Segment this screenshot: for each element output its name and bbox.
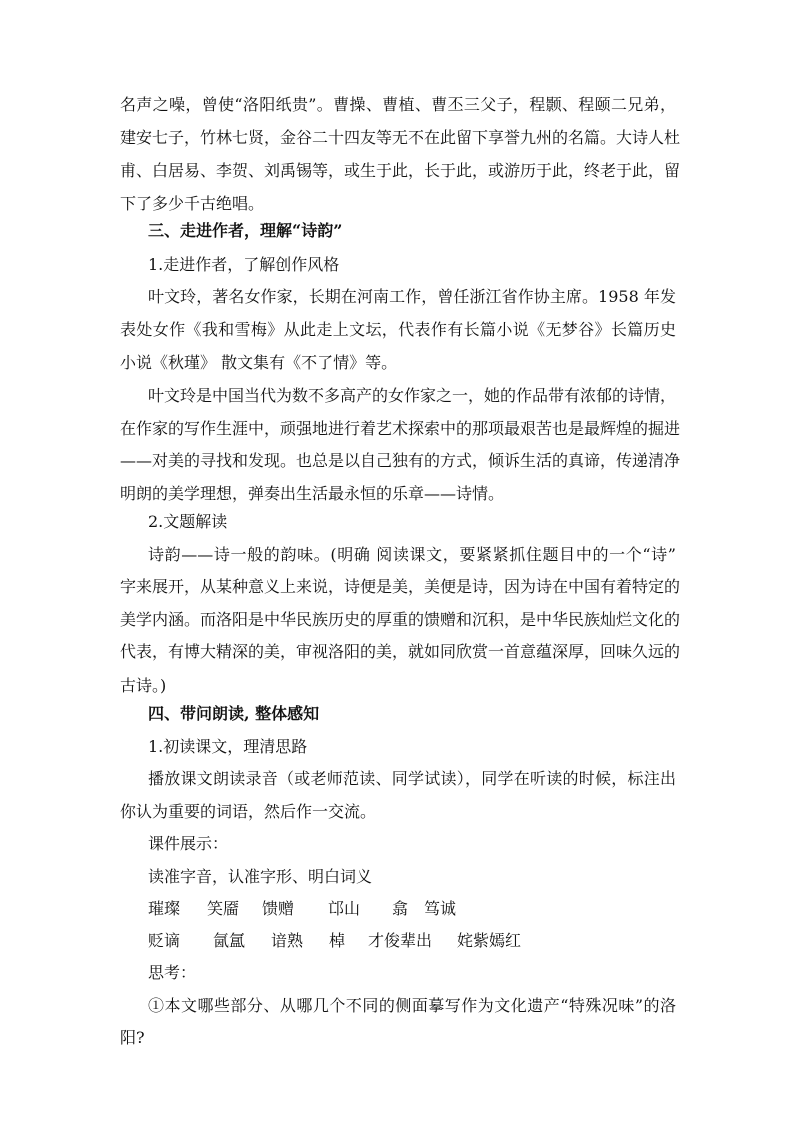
vocab-word: 贬谪 — [148, 931, 181, 950]
vocab-word: 氤氲 — [213, 931, 246, 950]
text-line: 叶文玲，著名女作家，长期在河南工作，曾任浙江省作协主席。1958 年发 — [148, 287, 676, 306]
text-line: 在作家的写作生涯中，顽强地进行着艺术探索中的那项最艰苦也是最辉煌的掘进 — [120, 419, 681, 438]
text-line: 下了多少千古绝唱。 — [120, 194, 265, 213]
text-line: 建安七子，竹林七贤，金谷二十四友等无不在此留下享誉九州的名篇。大诗人杜 — [120, 128, 681, 147]
subsection-heading: 2.文题解读 — [148, 512, 228, 531]
text-line: ——对美的寻找和发现。也总是以自己独有的方式，倾诉生活的真谛，传递清净 — [120, 451, 681, 470]
text-line: 古诗。) — [120, 676, 167, 695]
question-line: 阳? — [120, 1028, 145, 1047]
section-heading: 四、带问朗读, 整体感知 — [148, 704, 320, 723]
vocab-word: 笃诚 — [424, 899, 457, 918]
vocab-word: 棹 — [329, 931, 346, 950]
vocab-word: 姹紫嫣红 — [457, 931, 522, 950]
text-line: 甫、白居易、李贺、刘禹锡等，或生于此，长于此，或游历于此，终老于此，留 — [120, 161, 681, 180]
text-line: 小说《秋瑾》 散文集有《不了情》等。 — [120, 353, 398, 372]
vocab-word: 邙山 — [328, 899, 361, 918]
subsection-heading: 1.初读课文，理清思路 — [148, 737, 308, 756]
courseware-label: 课件展示： — [148, 834, 229, 853]
vocab-word: 笑靥 — [207, 899, 240, 918]
question-line: ①本文哪些部分、从哪几个不同的侧面摹写作为文化遗产“特殊况味”的洛 — [148, 996, 676, 1015]
subsection-heading: 1.走进作者，了解创作风格 — [148, 255, 340, 274]
text-line: 叶文玲是中国当代为数不多高产的女作家之一，她的作品带有浓郁的诗情， — [148, 386, 677, 405]
vocab-word: 谙熟 — [271, 931, 304, 950]
text-line: 播放课文朗读录音（或老师范读、同学试读），同学在听读的时候，标注出 — [148, 769, 676, 788]
section-heading: 三、走进作者，理解“诗韵” — [148, 221, 343, 240]
instruction-line: 读准字音，认准字形、明白词义 — [148, 867, 373, 886]
vocab-word: 才俊辈出 — [368, 931, 433, 950]
think-label: 思考： — [148, 963, 197, 982]
text-line: 明朗的美学理想，弹奏出生活最永恒的乐章——诗情。 — [120, 484, 505, 503]
text-line: 代表，有博大精深的美，审视洛阳的美，就如同欣赏一首意蕴深厚，回味久远的 — [120, 642, 681, 661]
text-line: 名声之噪，曾使“洛阳纸贵”。曹操、曹植、曹丕三父子，程颢、程颐二兄弟， — [120, 95, 676, 114]
text-line: 美学内涵。而洛阳是中华民族历史的厚重的馈赠和沉积，是中华民族灿烂文化的 — [120, 610, 681, 629]
text-line: 表处女作《我和雪梅》从此走上文坛，代表作有长篇小说《无梦谷》长篇历史 — [120, 320, 676, 339]
vocab-word: 馈赠 — [262, 899, 295, 918]
text-line: 你认为重要的词语，然后作一交流。 — [120, 802, 377, 821]
vocab-word: 璀璨 — [148, 899, 181, 918]
vocab-word: 翕 — [392, 899, 409, 918]
text-line: 字来展开，从某种意义上来说，诗便是美，美便是诗，因为诗在中国有着特定的 — [120, 577, 681, 596]
text-line: 诗韵——诗一般的韵味。(明确 阅读课文，要紧紧抓住题目中的一个“诗” — [148, 545, 676, 564]
